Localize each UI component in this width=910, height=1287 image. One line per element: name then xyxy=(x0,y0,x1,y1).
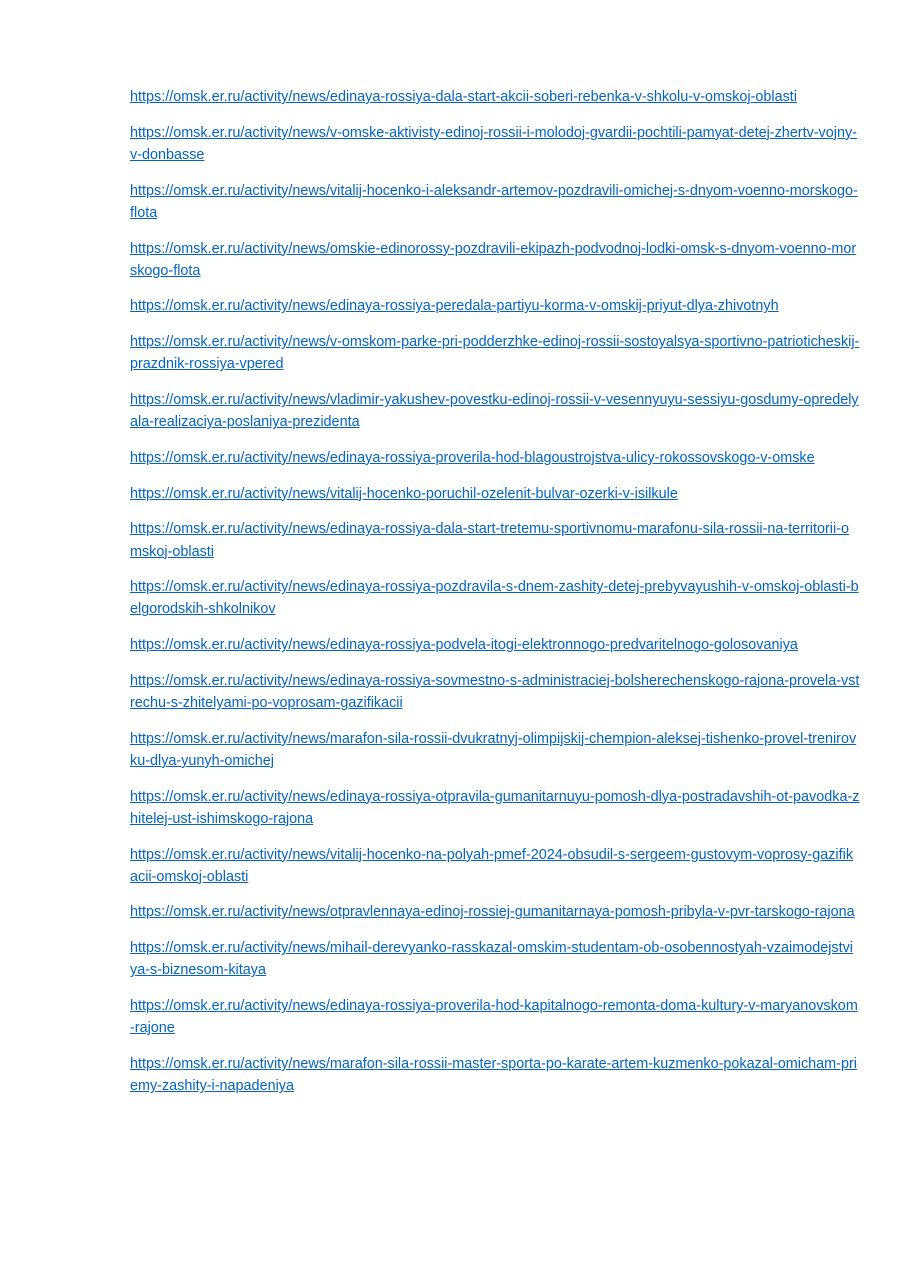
news-link[interactable]: https://omsk.er.ru/activity/news/edinaya-rossiya-proverila-hod-kapitalnogo-remonta-doma-kultury-v-maryanovskom-rajone xyxy=(130,998,858,1037)
list-item xyxy=(130,180,860,224)
list-item xyxy=(130,483,860,505)
list-item xyxy=(130,728,860,772)
list-item xyxy=(130,295,860,317)
news-link[interactable]: https://omsk.er.ru/activity/news/marafon-sila-rossii-dvukratnyj-olimpijskij-chempion-aleksej-tishenko-provel-trenirovku-dlya-yunyh-omichej xyxy=(130,730,857,769)
list-item xyxy=(130,995,860,1039)
news-link[interactable]: https://omsk.er.ru/activity/news/v-omske-aktivisty-edinoj-rossii-i-molodoj-gvardii-pochtili-pamyat-detej-zhertv-vojny-v-donbasse xyxy=(130,124,857,163)
news-link[interactable]: https://omsk.er.ru/activity/news/vitalij-hocenko-poruchil-ozelenit-bulvar-ozerki-v-isilkule xyxy=(130,485,678,502)
news-link[interactable]: https://omsk.er.ru/activity/news/edinaya-rossiya-dala-start-tretemu-sportivnomu-marafonu-sila-rossii-na-territorii-omskoj-oblasti xyxy=(130,521,849,560)
list-item xyxy=(130,901,860,923)
news-link[interactable]: https://omsk.er.ru/activity/news/omskie-edinorossy-pozdravili-ekipazh-podvodnoj-lodki-omsk-s-dnyom-voenno-morskogo-flota xyxy=(130,240,857,279)
news-link[interactable]: https://omsk.er.ru/activity/news/edinaya-rossiya-dala-start-akcii-soberi-rebenka-v-shkolu-v-omskoj-oblasti xyxy=(130,89,797,105)
news-link[interactable]: https://omsk.er.ru/activity/news/edinaya-rossiya-podvela-itogi-elektronnogo-predvaritelnogo-golosovaniya xyxy=(130,637,798,654)
news-link[interactable]: https://omsk.er.ru/activity/news/edinaya-rossiya-otpravila-gumanitarnuyu-pomosh-dlya-postradavshih-ot-pavodka-zhitelej-ust-ishimskogo-rajona xyxy=(130,788,860,827)
news-link[interactable]: https://omsk.er.ru/activity/news/vitalij-hocenko-na-polyah-pmef-2024-obsudil-s-sergeem-gustovym-voprosy-gazifikacii-omskoj-oblasti xyxy=(130,846,854,885)
news-link[interactable]: https://omsk.er.ru/activity/news/edinaya-rossiya-sovmestno-s-administraciej-bolsherechenskogo-rajona-provela-vstrechu-s-zhitelyami-po-voprosam-gazifikacii xyxy=(130,672,860,712)
news-link[interactable]: https://omsk.er.ru/activity/news/otpravlennaya-edinoj-rossiej-gumanitarnaya-pomosh-pribyla-v-pvr-tarskogo-rajona xyxy=(130,904,855,921)
news-link[interactable]: https://omsk.er.ru/activity/news/v-omskom-parke-pri-podderzhke-edinoj-rossii-sostoyalsya-sportivno-patrioticheskij-prazdnik-rossiya-vpered xyxy=(130,334,860,373)
list-item xyxy=(130,86,860,108)
list-item xyxy=(130,1053,860,1097)
list-item xyxy=(130,786,860,830)
list-item xyxy=(130,331,860,375)
news-link[interactable]: https://omsk.er.ru/activity/news/vitalij-hocenko-i-aleksandr-artemov-pozdravili-omichej-s-dnyom-voenno-morskogo-flota xyxy=(130,182,858,221)
news-link[interactable]: https://omsk.er.ru/activity/news/edinaya-rossiya-peredala-partiyu-korma-v-omskij-priyut-dlya-zhivotnyh xyxy=(130,298,779,315)
list-item xyxy=(130,389,860,433)
list-item xyxy=(130,238,860,282)
news-link[interactable]: https://omsk.er.ru/activity/news/edinaya-rossiya-proverila-hod-blagoustrojstva-ulicy-rokossovskogo-v-omske xyxy=(130,449,815,466)
list-item xyxy=(130,576,860,620)
news-link[interactable]: https://omsk.er.ru/activity/news/vladimir-yakushev-povestku-edinoj-rossii-v-vesennyuyu-sessiyu-gosdumy-opredelyala-realizaciya-poslaniya-prezidenta xyxy=(130,392,859,431)
news-link[interactable]: https://omsk.er.ru/activity/news/mihail-derevyanko-rasskazal-omskim-studentam-ob-osobennostyah-vzaimodejstviya-s-biznesom-kitaya xyxy=(130,940,854,979)
list-item xyxy=(130,670,860,714)
list-item xyxy=(130,937,860,981)
news-link[interactable]: https://omsk.er.ru/activity/news/edinaya-rossiya-pozdravila-s-dnem-zashity-detej-prebyvayushih-v-omskoj-oblasti-belgorodskih-shkolnikov xyxy=(130,579,859,618)
list-item xyxy=(130,518,860,562)
link-list xyxy=(130,86,860,1111)
news-link[interactable]: https://omsk.er.ru/activity/news/marafon-sila-rossii-master-sporta-po-karate-artem-kuzmenko-pokazal-omicham-priemy-zashity-i-napadeniya xyxy=(130,1056,857,1095)
list-item xyxy=(130,844,860,888)
list-item xyxy=(130,122,860,166)
list-item xyxy=(130,447,860,469)
list-item xyxy=(130,634,860,656)
